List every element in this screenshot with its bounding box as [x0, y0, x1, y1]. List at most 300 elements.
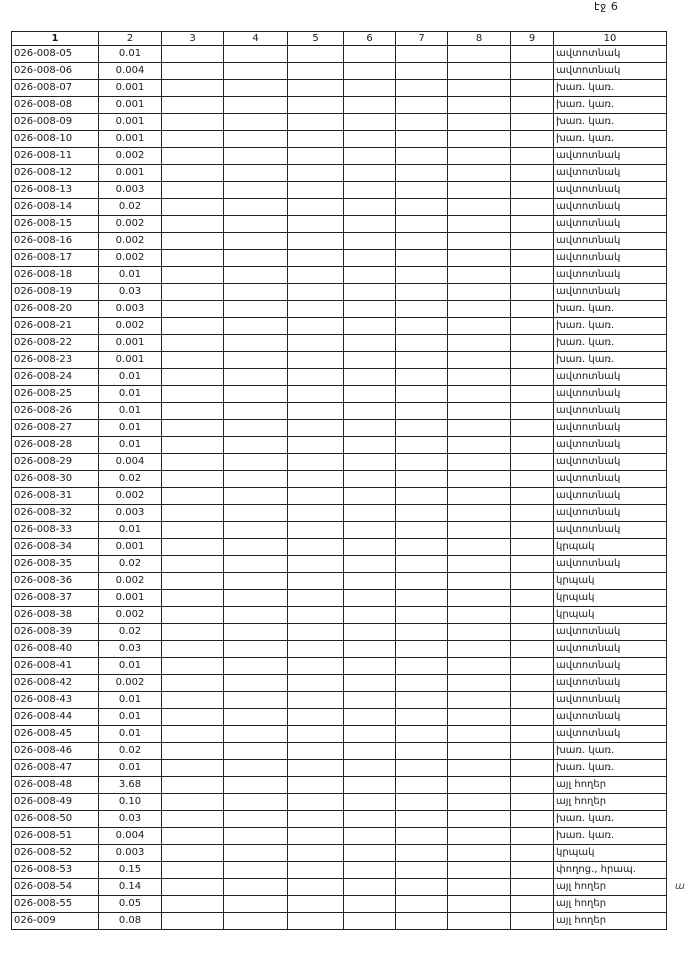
empty-cell-col-9: [511, 743, 554, 760]
area-value-cell: 0.01: [99, 386, 162, 403]
empty-cell-col-3: [162, 114, 224, 131]
land-use-cell: ավտոտնակ: [554, 454, 667, 471]
empty-cell-col-4: [224, 692, 288, 709]
column-header-5: 5: [288, 32, 344, 46]
empty-cell-col-6: [344, 46, 396, 63]
empty-cell-col-8: [448, 352, 511, 369]
empty-cell-col-9: [511, 607, 554, 624]
empty-cell-col-6: [344, 301, 396, 318]
table-row: [12, 539, 667, 556]
area-value-cell: 0.001: [99, 539, 162, 556]
empty-cell-col-9: [511, 216, 554, 233]
empty-cell-col-4: [224, 80, 288, 97]
empty-cell-col-6: [344, 182, 396, 199]
empty-cell-col-8: [448, 658, 511, 675]
table-row: [12, 131, 667, 148]
parcel-code-cell: 026-008-18: [12, 267, 99, 284]
empty-cell-col-7: [396, 301, 448, 318]
land-use-cell: խառ. կառ.: [554, 335, 667, 352]
empty-cell-col-9: [511, 896, 554, 913]
parcel-code-cell: 026-009: [12, 913, 99, 930]
empty-cell-col-7: [396, 182, 448, 199]
empty-cell-col-7: [396, 131, 448, 148]
empty-cell-col-4: [224, 862, 288, 879]
empty-cell-col-4: [224, 743, 288, 760]
empty-cell-col-4: [224, 148, 288, 165]
empty-cell-col-8: [448, 335, 511, 352]
area-value-cell: 0.002: [99, 573, 162, 590]
empty-cell-col-8: [448, 63, 511, 80]
table-row: [12, 777, 667, 794]
table-row: [12, 369, 667, 386]
land-use-cell: ավտոտնակ: [554, 505, 667, 522]
parcel-code-cell: 026-008-41: [12, 658, 99, 675]
empty-cell-col-7: [396, 743, 448, 760]
empty-cell-col-4: [224, 182, 288, 199]
area-value-cell: 0.03: [99, 284, 162, 301]
empty-cell-col-8: [448, 862, 511, 879]
parcel-code-cell: 026-008-06: [12, 63, 99, 80]
parcel-code-cell: 026-008-54: [12, 879, 99, 896]
empty-cell-col-9: [511, 233, 554, 250]
parcel-code-cell: 026-008-38: [12, 607, 99, 624]
parcel-code-cell: 026-008-07: [12, 80, 99, 97]
empty-cell-col-6: [344, 352, 396, 369]
empty-cell-col-6: [344, 624, 396, 641]
empty-cell-col-4: [224, 352, 288, 369]
empty-cell-col-8: [448, 726, 511, 743]
empty-cell-col-7: [396, 522, 448, 539]
area-value-cell: 0.002: [99, 318, 162, 335]
empty-cell-col-9: [511, 777, 554, 794]
empty-cell-col-4: [224, 658, 288, 675]
land-use-cell: ավտոտնակ: [554, 420, 667, 437]
empty-cell-col-8: [448, 97, 511, 114]
empty-cell-col-6: [344, 641, 396, 658]
empty-cell-col-6: [344, 879, 396, 896]
empty-cell-col-5: [288, 896, 344, 913]
empty-cell-col-6: [344, 63, 396, 80]
parcel-code-cell: 026-008-29: [12, 454, 99, 471]
empty-cell-col-5: [288, 845, 344, 862]
empty-cell-col-5: [288, 539, 344, 556]
empty-cell-col-7: [396, 624, 448, 641]
empty-cell-col-9: [511, 879, 554, 896]
empty-cell-col-4: [224, 522, 288, 539]
empty-cell-col-6: [344, 131, 396, 148]
area-value-cell: 0.01: [99, 267, 162, 284]
land-use-cell: ավտոտնակ: [554, 199, 667, 216]
empty-cell-col-7: [396, 505, 448, 522]
empty-cell-col-6: [344, 420, 396, 437]
empty-cell-col-8: [448, 505, 511, 522]
empty-cell-col-3: [162, 97, 224, 114]
table-row: [12, 46, 667, 63]
empty-cell-col-9: [511, 709, 554, 726]
empty-cell-col-3: [162, 165, 224, 182]
empty-cell-col-7: [396, 726, 448, 743]
table-row: [12, 233, 667, 250]
empty-cell-col-7: [396, 318, 448, 335]
empty-cell-col-6: [344, 233, 396, 250]
empty-cell-col-3: [162, 658, 224, 675]
empty-cell-col-6: [344, 692, 396, 709]
land-use-cell: ավտոտնակ: [554, 165, 667, 182]
area-value-cell: 0.003: [99, 182, 162, 199]
empty-cell-col-6: [344, 607, 396, 624]
empty-cell-col-3: [162, 505, 224, 522]
empty-cell-col-5: [288, 97, 344, 114]
empty-cell-col-3: [162, 199, 224, 216]
empty-cell-col-5: [288, 607, 344, 624]
table-row: [12, 743, 667, 760]
table-row: [12, 437, 667, 454]
empty-cell-col-4: [224, 284, 288, 301]
empty-cell-col-8: [448, 46, 511, 63]
empty-cell-col-9: [511, 46, 554, 63]
land-use-cell: ավտոտնակ: [554, 471, 667, 488]
empty-cell-col-7: [396, 896, 448, 913]
parcel-code-cell: 026-008-52: [12, 845, 99, 862]
empty-cell-col-6: [344, 454, 396, 471]
empty-cell-col-7: [396, 335, 448, 352]
empty-cell-col-5: [288, 658, 344, 675]
empty-cell-col-3: [162, 284, 224, 301]
empty-cell-col-7: [396, 420, 448, 437]
empty-cell-col-5: [288, 335, 344, 352]
land-use-cell: այլ հողեր: [554, 913, 667, 930]
empty-cell-col-4: [224, 335, 288, 352]
empty-cell-col-4: [224, 811, 288, 828]
empty-cell-col-7: [396, 539, 448, 556]
table-row: [12, 250, 667, 267]
area-value-cell: 3.68: [99, 777, 162, 794]
empty-cell-col-6: [344, 80, 396, 97]
empty-cell-col-7: [396, 709, 448, 726]
empty-cell-col-3: [162, 369, 224, 386]
land-use-cell: խառ. կառ.: [554, 131, 667, 148]
empty-cell-col-6: [344, 505, 396, 522]
empty-cell-col-7: [396, 675, 448, 692]
table-row: [12, 267, 667, 284]
land-use-cell: խառ. կառ.: [554, 828, 667, 845]
empty-cell-col-3: [162, 726, 224, 743]
empty-cell-col-4: [224, 250, 288, 267]
area-value-cell: 0.003: [99, 505, 162, 522]
parcel-code-cell: 026-008-46: [12, 743, 99, 760]
empty-cell-col-8: [448, 896, 511, 913]
area-value-cell: 0.02: [99, 471, 162, 488]
empty-cell-col-5: [288, 675, 344, 692]
empty-cell-col-4: [224, 386, 288, 403]
land-use-cell: ավտոտնակ: [554, 182, 667, 199]
empty-cell-col-6: [344, 165, 396, 182]
empty-cell-col-9: [511, 522, 554, 539]
empty-cell-col-6: [344, 709, 396, 726]
empty-cell-col-8: [448, 709, 511, 726]
empty-cell-col-6: [344, 437, 396, 454]
empty-cell-col-3: [162, 913, 224, 930]
empty-cell-col-3: [162, 896, 224, 913]
empty-cell-col-6: [344, 97, 396, 114]
land-use-cell: ավտոտնակ: [554, 556, 667, 573]
empty-cell-col-4: [224, 556, 288, 573]
column-header-1: 1: [12, 32, 99, 46]
empty-cell-col-3: [162, 131, 224, 148]
empty-cell-col-7: [396, 199, 448, 216]
table-row: [12, 675, 667, 692]
parcel-code-cell: 026-008-13: [12, 182, 99, 199]
empty-cell-col-9: [511, 250, 554, 267]
empty-cell-col-3: [162, 590, 224, 607]
land-use-cell: ավտոտնակ: [554, 386, 667, 403]
empty-cell-col-3: [162, 743, 224, 760]
column-header-6: 6: [344, 32, 396, 46]
empty-cell-col-7: [396, 284, 448, 301]
parcel-code-cell: 026-008-11: [12, 148, 99, 165]
table-row: [12, 403, 667, 420]
land-use-cell: ավտոտնակ: [554, 624, 667, 641]
empty-cell-col-4: [224, 318, 288, 335]
empty-cell-col-6: [344, 403, 396, 420]
empty-cell-col-4: [224, 437, 288, 454]
empty-cell-col-3: [162, 182, 224, 199]
empty-cell-col-6: [344, 386, 396, 403]
land-use-cell: ավտոտնակ: [554, 233, 667, 250]
empty-cell-col-9: [511, 573, 554, 590]
empty-cell-col-7: [396, 760, 448, 777]
empty-cell-col-4: [224, 726, 288, 743]
land-use-cell: խառ. կառ.: [554, 97, 667, 114]
empty-cell-col-7: [396, 607, 448, 624]
empty-cell-col-9: [511, 403, 554, 420]
empty-cell-col-5: [288, 913, 344, 930]
empty-cell-col-9: [511, 624, 554, 641]
table-row: [12, 471, 667, 488]
land-use-cell: ավտոտնակ: [554, 250, 667, 267]
parcel-code-cell: 026-008-39: [12, 624, 99, 641]
parcel-code-cell: 026-008-50: [12, 811, 99, 828]
parcel-code-cell: 026-008-49: [12, 794, 99, 811]
area-value-cell: 0.01: [99, 522, 162, 539]
area-value-cell: 0.01: [99, 369, 162, 386]
table-row: [12, 624, 667, 641]
empty-cell-col-9: [511, 760, 554, 777]
empty-cell-col-9: [511, 794, 554, 811]
empty-cell-col-3: [162, 471, 224, 488]
empty-cell-col-6: [344, 216, 396, 233]
table-row: [12, 148, 667, 165]
empty-cell-col-3: [162, 573, 224, 590]
empty-cell-col-8: [448, 80, 511, 97]
empty-cell-col-3: [162, 267, 224, 284]
empty-cell-col-8: [448, 233, 511, 250]
land-use-cell: ավտոտնակ: [554, 63, 667, 80]
empty-cell-col-6: [344, 471, 396, 488]
empty-cell-col-9: [511, 828, 554, 845]
land-use-cell: ավտոտնակ: [554, 148, 667, 165]
empty-cell-col-7: [396, 641, 448, 658]
table-row: [12, 811, 667, 828]
area-value-cell: 0.003: [99, 301, 162, 318]
empty-cell-col-3: [162, 250, 224, 267]
parcel-code-cell: 026-008-05: [12, 46, 99, 63]
empty-cell-col-9: [511, 488, 554, 505]
empty-cell-col-5: [288, 437, 344, 454]
empty-cell-col-6: [344, 794, 396, 811]
empty-cell-col-5: [288, 692, 344, 709]
empty-cell-col-8: [448, 386, 511, 403]
land-use-cell: խառ. կառ.: [554, 352, 667, 369]
empty-cell-col-3: [162, 301, 224, 318]
area-value-cell: 0.001: [99, 131, 162, 148]
empty-cell-col-3: [162, 879, 224, 896]
parcel-code-cell: 026-008-28: [12, 437, 99, 454]
land-use-cell: ավտոտնակ: [554, 369, 667, 386]
table-row: [12, 794, 667, 811]
empty-cell-col-5: [288, 284, 344, 301]
empty-cell-col-7: [396, 165, 448, 182]
empty-cell-col-3: [162, 777, 224, 794]
table-row: [12, 335, 667, 352]
area-value-cell: 0.002: [99, 233, 162, 250]
parcel-code-cell: 026-008-20: [12, 301, 99, 318]
empty-cell-col-6: [344, 250, 396, 267]
land-use-cell: ավտոտնակ: [554, 522, 667, 539]
area-value-cell: 0.001: [99, 80, 162, 97]
land-use-cell: այլ հողեր: [554, 777, 667, 794]
empty-cell-col-7: [396, 658, 448, 675]
empty-cell-col-4: [224, 471, 288, 488]
empty-cell-col-4: [224, 913, 288, 930]
empty-cell-col-8: [448, 250, 511, 267]
empty-cell-col-3: [162, 63, 224, 80]
empty-cell-col-3: [162, 420, 224, 437]
empty-cell-col-8: [448, 216, 511, 233]
parcel-code-cell: 026-008-23: [12, 352, 99, 369]
parcel-code-cell: 026-008-51: [12, 828, 99, 845]
area-value-cell: 0.02: [99, 556, 162, 573]
empty-cell-col-7: [396, 777, 448, 794]
parcel-code-cell: 026-008-42: [12, 675, 99, 692]
land-use-cell: խառ. կառ.: [554, 301, 667, 318]
column-header-4: 4: [224, 32, 288, 46]
area-value-cell: 0.02: [99, 743, 162, 760]
land-use-cell: փողոց., հրապ.: [554, 862, 667, 879]
empty-cell-col-7: [396, 97, 448, 114]
empty-cell-col-3: [162, 709, 224, 726]
area-value-cell: 0.002: [99, 675, 162, 692]
empty-cell-col-9: [511, 471, 554, 488]
parcel-code-cell: 026-008-14: [12, 199, 99, 216]
empty-cell-col-7: [396, 80, 448, 97]
empty-cell-col-4: [224, 845, 288, 862]
empty-cell-col-5: [288, 573, 344, 590]
table-row: [12, 658, 667, 675]
empty-cell-col-4: [224, 216, 288, 233]
empty-cell-col-5: [288, 267, 344, 284]
empty-cell-col-5: [288, 403, 344, 420]
table-row: [12, 607, 667, 624]
empty-cell-col-4: [224, 301, 288, 318]
empty-cell-col-8: [448, 148, 511, 165]
table-header: [12, 32, 667, 46]
parcel-code-cell: 026-008-45: [12, 726, 99, 743]
table-row: [12, 726, 667, 743]
empty-cell-col-8: [448, 165, 511, 182]
empty-cell-col-6: [344, 590, 396, 607]
empty-cell-col-8: [448, 301, 511, 318]
area-value-cell: 0.10: [99, 794, 162, 811]
empty-cell-col-5: [288, 743, 344, 760]
empty-cell-col-5: [288, 114, 344, 131]
area-value-cell: 0.002: [99, 148, 162, 165]
empty-cell-col-5: [288, 216, 344, 233]
empty-cell-col-5: [288, 522, 344, 539]
empty-cell-col-8: [448, 199, 511, 216]
empty-cell-col-7: [396, 794, 448, 811]
empty-cell-col-7: [396, 216, 448, 233]
empty-cell-col-5: [288, 165, 344, 182]
table-row: [12, 80, 667, 97]
empty-cell-col-7: [396, 573, 448, 590]
land-use-cell: ավտոտնակ: [554, 216, 667, 233]
area-value-cell: 0.002: [99, 607, 162, 624]
empty-cell-col-6: [344, 811, 396, 828]
empty-cell-col-8: [448, 369, 511, 386]
land-use-cell: ավտոտնակ: [554, 267, 667, 284]
empty-cell-col-8: [448, 131, 511, 148]
table-row: [12, 301, 667, 318]
area-value-cell: 0.01: [99, 420, 162, 437]
empty-cell-col-3: [162, 216, 224, 233]
parcel-code-cell: 026-008-15: [12, 216, 99, 233]
parcel-code-cell: 026-008-19: [12, 284, 99, 301]
empty-cell-col-3: [162, 386, 224, 403]
land-use-cell: կրպակ: [554, 573, 667, 590]
empty-cell-col-8: [448, 114, 511, 131]
empty-cell-col-7: [396, 369, 448, 386]
empty-cell-col-5: [288, 301, 344, 318]
empty-cell-col-3: [162, 454, 224, 471]
table-row: [12, 845, 667, 862]
land-use-cell: այլ հողեր: [554, 879, 667, 896]
land-use-cell: ավտոտնակ: [554, 488, 667, 505]
empty-cell-col-3: [162, 318, 224, 335]
empty-cell-col-5: [288, 624, 344, 641]
empty-cell-col-3: [162, 148, 224, 165]
table-row: [12, 505, 667, 522]
area-value-cell: 0.001: [99, 97, 162, 114]
empty-cell-col-3: [162, 80, 224, 97]
empty-cell-col-7: [396, 386, 448, 403]
empty-cell-col-5: [288, 199, 344, 216]
empty-cell-col-4: [224, 896, 288, 913]
parcel-code-cell: 026-008-22: [12, 335, 99, 352]
parcel-code-cell: 026-008-16: [12, 233, 99, 250]
empty-cell-col-8: [448, 607, 511, 624]
empty-cell-col-8: [448, 777, 511, 794]
empty-cell-col-7: [396, 862, 448, 879]
area-value-cell: 0.01: [99, 760, 162, 777]
land-use-cell: ավտոտնակ: [554, 437, 667, 454]
area-value-cell: 0.001: [99, 590, 162, 607]
table-row: [12, 114, 667, 131]
empty-cell-col-9: [511, 505, 554, 522]
parcel-code-cell: 026-008-30: [12, 471, 99, 488]
empty-cell-col-5: [288, 777, 344, 794]
area-value-cell: 0.001: [99, 352, 162, 369]
